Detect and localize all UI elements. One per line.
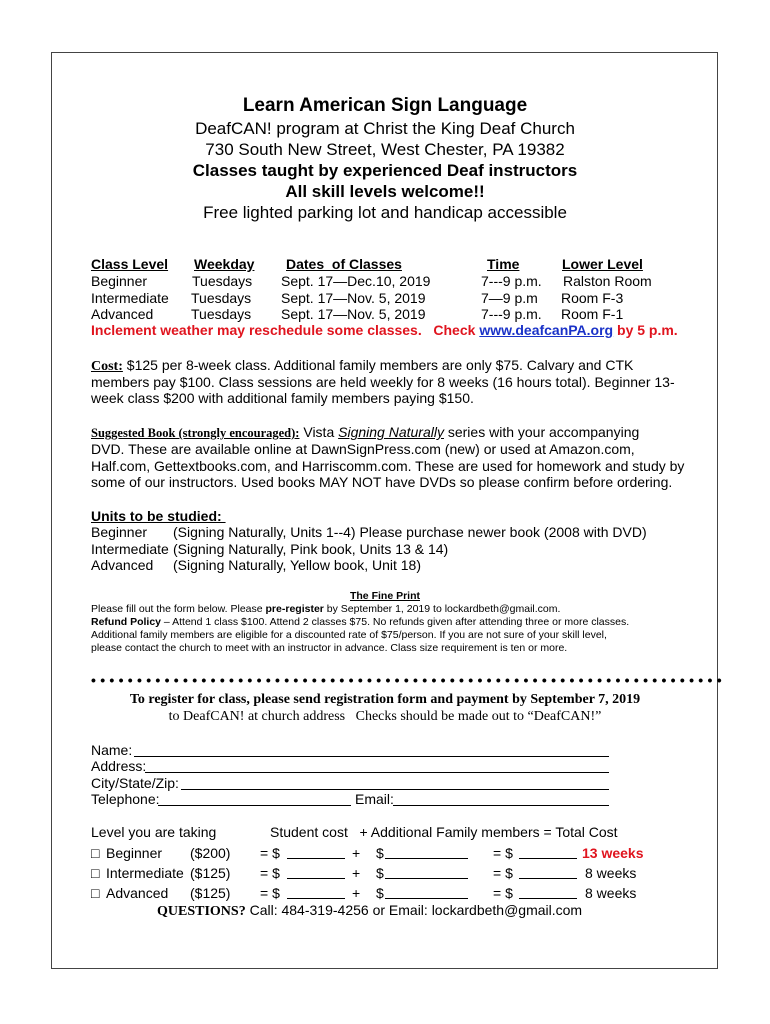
plus-sign: +: [352, 865, 361, 881]
fine-print-line: please contact the church to meet with an instructor in advance. Class size requirement is ten or more.: [91, 642, 568, 654]
equals-dollar: = $: [493, 885, 513, 901]
table-cell: 7---9 p.m.: [481, 306, 542, 322]
equals-dollar: = $: [493, 845, 513, 861]
advanced-checkbox[interactable]: □: [91, 885, 100, 901]
website-link[interactable]: www.deafcanPA.org: [479, 322, 614, 338]
address-field[interactable]: [145, 760, 609, 773]
table-cell: Tuesdays: [191, 290, 252, 306]
cost-line: week class $200 with additional family members paying $150.: [91, 390, 474, 406]
table-cell: 7---9 p.m.: [481, 273, 542, 289]
family-cost-field[interactable]: [385, 846, 468, 859]
level-name: Advanced: [106, 885, 169, 901]
address-label: Address:: [91, 758, 147, 774]
book-text: series with your accompanying: [443, 424, 640, 440]
fine-print-line: [91, 603, 560, 616]
level-price: ($125): [190, 865, 231, 881]
fine-print-text: Please fill out the form below. Please: [91, 603, 266, 615]
table-cell: Sept. 17—Nov. 5, 2019: [281, 306, 426, 322]
name-label: Name:: [91, 742, 133, 758]
parking-line: Free lighted parking lot and handicap accessible: [203, 203, 567, 222]
dollar-sign: $: [376, 885, 384, 901]
book-line: some of our instructors. Used books MAY NOT have DVDs so please confirm before ordering.: [91, 474, 673, 490]
unit-level: Advanced: [91, 557, 154, 573]
col-header-dates: Dates of Classes: [286, 256, 402, 272]
student-cost-field[interactable]: [287, 866, 345, 879]
weather-notice: [91, 322, 678, 339]
instructors-line: Classes taught by experienced Deaf instructors: [192, 161, 578, 180]
weeks-label: 13 weeks: [582, 845, 644, 861]
level-price: ($125): [190, 885, 231, 901]
fine-print-line: [91, 616, 629, 629]
fine-print-heading: The Fine Print: [349, 590, 420, 602]
total-cost-field[interactable]: [519, 886, 577, 899]
book-line: Half.com, Gettextbooks.com, and Harriscomm.com. These are used for homework and study by: [91, 458, 685, 474]
book-line: DVD. These are available online at DawnSignPress.com (new) or used at Amazon.com,: [91, 441, 635, 457]
unit-desc: (Signing Naturally, Pink book, Units 13 & 14): [173, 541, 449, 557]
equals-dollar: = $: [260, 865, 280, 881]
table-cell: Beginner: [91, 273, 148, 289]
col-header-time: Time: [487, 256, 520, 272]
email-label: Email:: [355, 791, 394, 807]
total-cost-field[interactable]: [519, 846, 577, 859]
table-cell: Tuesdays: [191, 306, 252, 322]
weather-deadline: by 5 p.m.: [613, 322, 678, 338]
table-cell: Ralston Room: [563, 273, 652, 289]
weeks-label: 8 weeks: [585, 885, 637, 901]
family-cost-field[interactable]: [385, 886, 468, 899]
table-cell: Room F-1: [561, 306, 624, 322]
contact-info: Call: 484-319-4256 or Email: lockardbeth@gmail.com: [245, 902, 583, 918]
student-cost-field[interactable]: [287, 846, 345, 859]
total-cost-field[interactable]: [519, 866, 577, 879]
book-title: Signing Naturally: [338, 424, 444, 440]
fine-print-text: – Attend 1 class $100. Attend 2 classes $75. No refunds given after attending three or more classes.: [161, 616, 630, 628]
address-line: 730 South New Street, West Chester, PA 19382: [205, 140, 565, 159]
table-cell: Tuesdays: [192, 273, 253, 289]
cost-label: Cost:: [91, 359, 123, 374]
table-cell: 7—9 p.m: [481, 290, 538, 306]
email-field[interactable]: [393, 793, 609, 806]
plus-sign: +: [352, 885, 361, 901]
table-cell: Advanced: [91, 306, 154, 322]
program-line: DeafCAN! program at Christ the King Deaf Church: [195, 119, 575, 138]
unit-desc: (Signing Naturally, Yellow book, Unit 18): [173, 557, 421, 573]
beginner-checkbox[interactable]: □: [91, 845, 100, 861]
cost-text: $125 per 8-week class. Additional family members are only $75. Calvary and CTK: [122, 357, 634, 373]
book-text: Vista: [299, 424, 339, 440]
dotted-separator: •••••••••••••••••••••••••••••••••••••••••••••••••••••••••••••••••••••: [91, 672, 726, 688]
cost-header: Student cost + Additional Family members = Total Cost: [270, 824, 618, 840]
page-title: Learn American Sign Language: [242, 95, 528, 116]
level-name: Beginner: [106, 845, 163, 861]
fine-print-line: Additional family members are eligible for a discounted rate of $75/person. If you are not sure of your skill level,: [91, 629, 607, 641]
pre-register-emphasis: pre-register: [265, 603, 324, 615]
telephone-field[interactable]: [158, 793, 351, 806]
city-state-zip-label: City/State/Zip:: [91, 775, 179, 791]
fine-print-text: by September 1, 2019 to lockardbeth@gmail.com.: [323, 603, 561, 615]
refund-policy-label: Refund Policy: [91, 616, 162, 628]
table-cell: Sept. 17—Nov. 5, 2019: [281, 290, 426, 306]
city-state-zip-field[interactable]: [181, 777, 609, 790]
plus-sign: +: [352, 845, 361, 861]
unit-level: Intermediate: [91, 541, 169, 557]
register-instructions: To register for class, please send registration form and payment by September 7, 2019: [129, 692, 641, 707]
intermediate-checkbox[interactable]: □: [91, 865, 100, 881]
student-cost-field[interactable]: [287, 886, 345, 899]
cost-paragraph: [91, 357, 633, 375]
equals-dollar: = $: [493, 865, 513, 881]
register-payee: to DeafCAN! at church address Checks should be made out to “DeafCAN!”: [168, 709, 602, 724]
level-header: Level you are taking: [91, 824, 217, 840]
col-header-class-level: Class Level: [91, 256, 169, 272]
welcome-line: All skill levels welcome!!: [285, 182, 485, 201]
questions-line: [157, 902, 582, 920]
level-name: Intermediate: [106, 865, 184, 881]
table-cell: Intermediate: [91, 290, 169, 306]
weeks-label: 8 weeks: [585, 865, 637, 881]
dollar-sign: $: [376, 845, 384, 861]
name-field[interactable]: [134, 744, 609, 757]
family-cost-field[interactable]: [385, 866, 468, 879]
book-label: Suggested Book (strongly encouraged):: [91, 426, 300, 440]
col-header-lower-level: Lower Level: [562, 256, 643, 272]
equals-dollar: = $: [260, 845, 280, 861]
unit-level: Beginner: [91, 524, 148, 540]
units-heading: Units to be studied:: [91, 508, 226, 524]
col-header-weekday: Weekday: [194, 256, 255, 272]
level-price: ($200): [190, 845, 231, 861]
book-paragraph: [91, 424, 639, 442]
table-cell: Room F-3: [561, 290, 624, 306]
cost-line: members pay $100. Class sessions are held weekly for 8 weeks (16 hours total). Beginner 13-: [91, 374, 675, 390]
telephone-label: Telephone:: [91, 791, 160, 807]
dollar-sign: $: [376, 865, 384, 881]
unit-desc: (Signing Naturally, Units 1--4) Please purchase newer book (2008 with DVD): [173, 524, 647, 540]
weather-text: Inclement weather may reschedule some classes. Check: [91, 322, 480, 338]
questions-label: QUESTIONS?: [157, 904, 246, 919]
equals-dollar: = $: [260, 885, 280, 901]
table-cell: Sept. 17—Dec.10, 2019: [281, 273, 431, 289]
